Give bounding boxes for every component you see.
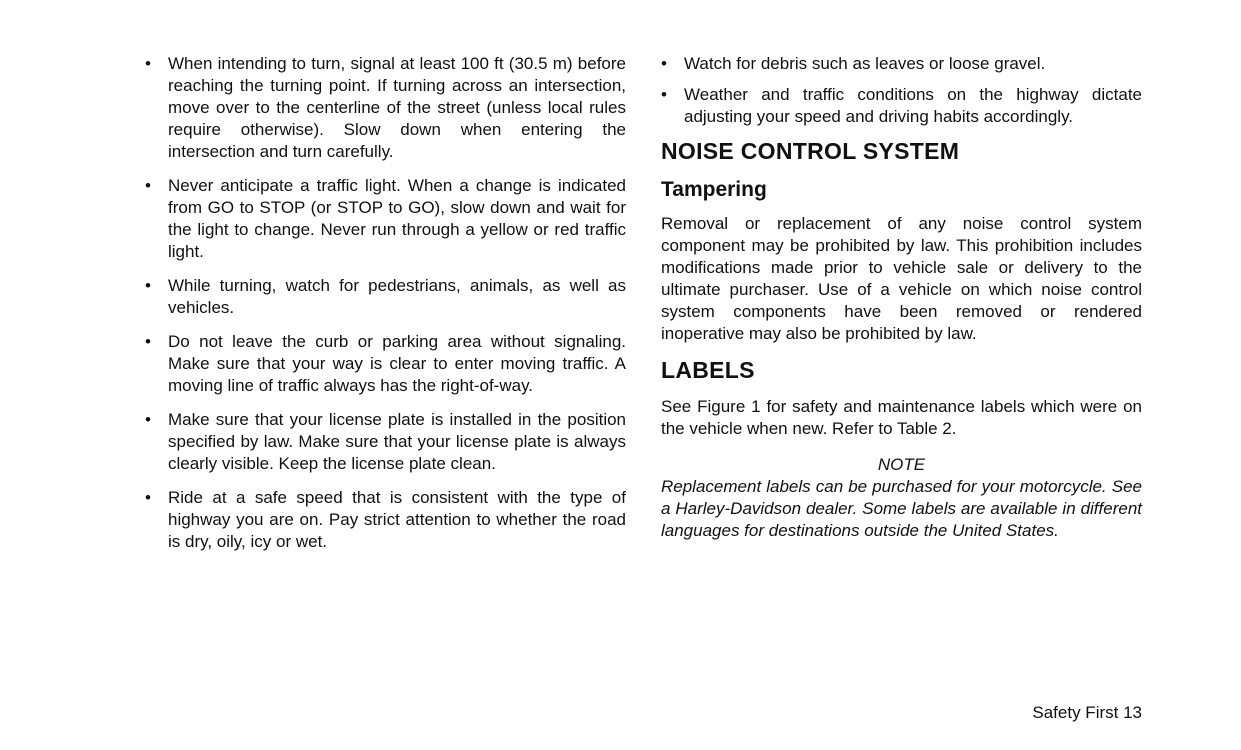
list-item: • Never anticipate a traffic light. When a change is indicated from GO to STOP (or STOP to GO), slow down and wait for the light to change. Never run through a yellow or red traffic light. [145, 176, 626, 261]
bullet-icon: • [145, 276, 151, 295]
tampering-heading: Tampering [661, 178, 767, 201]
bullet-icon: • [661, 54, 667, 73]
bullet-icon: • [145, 176, 151, 195]
safety-bullet-list [145, 53, 626, 553]
list-item: • Weather and traffic conditions on the highway dictate adjusting your speed and driving habits accordingly. [661, 85, 1142, 126]
noise-control-heading: NOISE CONTROL SYSTEM [661, 138, 960, 164]
note-title: NOTE [877, 455, 926, 474]
road-bullet-list [661, 53, 1142, 128]
labels-paragraph: See Figure 1 for safety and maintenance labels which were on the vehicle when new. Refer to Table 2. [661, 397, 1142, 438]
list-item: • While turning, watch for pedestrians, animals, as well as vehicles. [145, 276, 626, 317]
list-item: • Watch for debris such as leaves or loose gravel. [661, 54, 1046, 73]
bullet-icon: • [145, 332, 151, 351]
bullet-icon: • [145, 410, 151, 429]
bullet-icon: • [145, 488, 151, 507]
left-column [145, 53, 626, 565]
list-item: • Make sure that your license plate is installed in the position specified by law. Make sure that your license plate is always clearly visible. Keep the license plate clean. [145, 410, 626, 473]
page-footer: Safety First 13 [1032, 703, 1142, 722]
tampering-paragraph: Removal or replacement of any noise control system component may be prohibited by law. This prohibition includes modifications made prior to vehicle sale or delivery to the ultimate purchaser. Use of a vehicle on which noise control system components have been removed or rendered inoperative may also be prohibited by law. [661, 214, 1142, 343]
list-item: • When intending to turn, signal at least 100 ft (30.5 m) before reaching the turning point. If turning across an intersection, move over to the centerline of the street (unless local rules require otherwise). Slow down when entering the intersection and turn carefully. [145, 54, 626, 161]
note-paragraph: Replacement labels can be purchased for your motorcycle. See a Harley-Davidson dealer. Some labels are available in different languages for destinations outside the United States. [661, 477, 1142, 540]
list-item: • Ride at a safe speed that is consistent with the type of highway you are on. Pay strict attention to whether the road is dry, oily, icy or wet. [145, 488, 626, 551]
list-item: • Do not leave the curb or parking area without signaling. Make sure that your way is clear to enter moving traffic. A moving line of traffic always has the right-of-way. [145, 332, 626, 395]
bullet-icon: • [145, 54, 151, 73]
bullet-icon: • [661, 85, 667, 104]
labels-heading: LABELS [661, 357, 755, 383]
right-column [661, 53, 1142, 553]
